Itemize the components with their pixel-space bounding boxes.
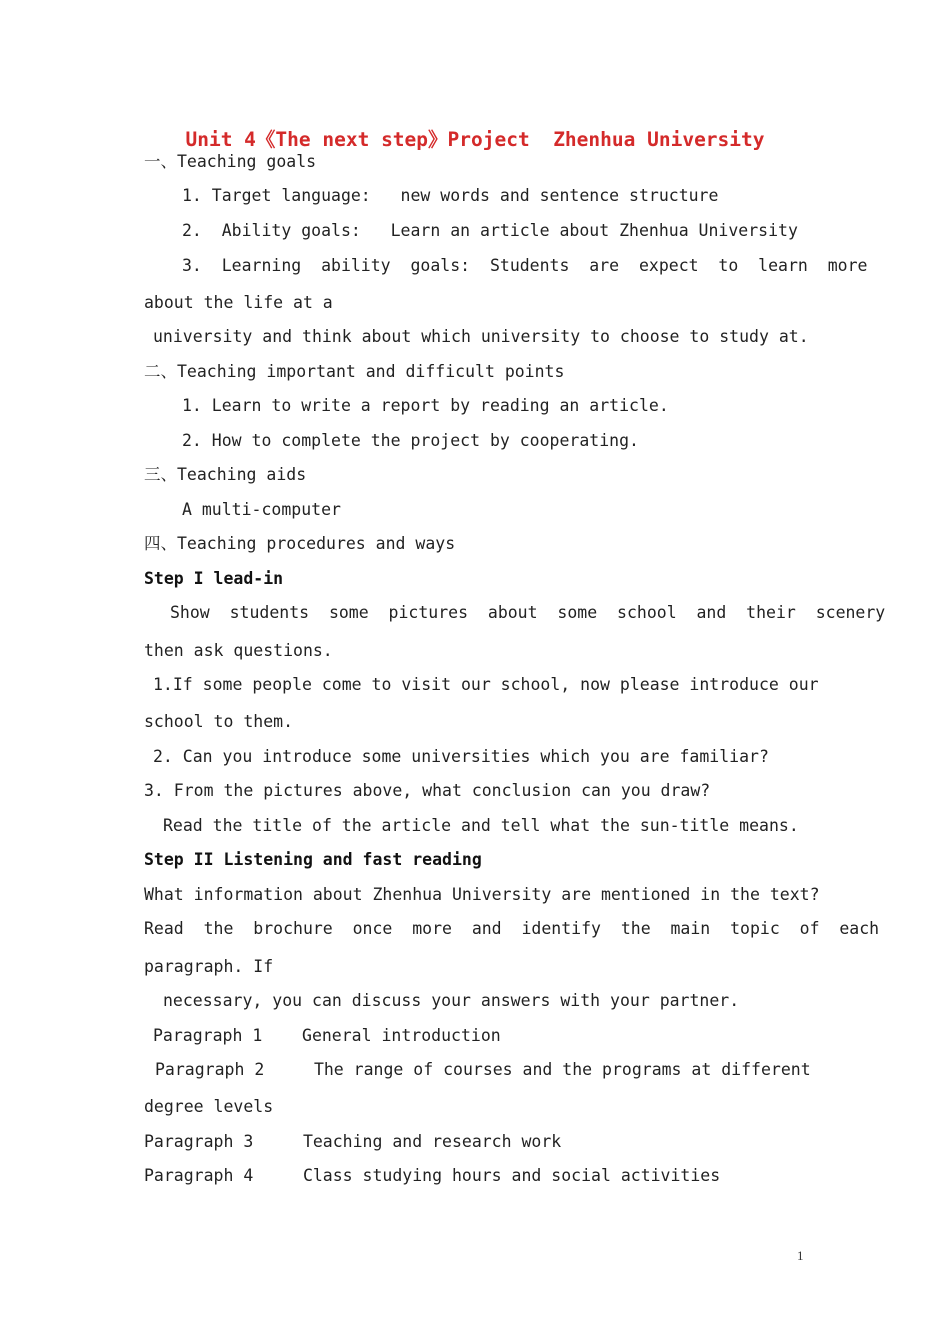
paragraph-line: degree levels: [144, 1097, 274, 1116]
paragraph-topic-row: Paragraph 4 Class studying hours and social activities: [144, 1166, 721, 1185]
paragraph-line: university and think about which university to choose to study at.: [153, 327, 809, 346]
paragraph-line: Read the title of the article and tell what the sun-title means.: [163, 816, 799, 835]
section-heading-teaching-goals: 一、Teaching goals: [144, 152, 317, 171]
section-heading-important-points: 二、Teaching important and difficult points: [144, 362, 565, 381]
list-item: 3. From the pictures above, what conclusion can you draw?: [144, 781, 711, 800]
paragraph-line: then ask questions.: [144, 641, 333, 660]
paragraph-line: Show students some pictures about some school and their scenery: [170, 603, 886, 622]
paragraph-line: What information about Zhenhua University are mentioned in the text?: [144, 885, 820, 904]
paragraph-line: Read the brochure once more and identify the main topic of each: [144, 919, 880, 938]
section-heading-teaching-aids: 三、Teaching aids: [144, 465, 307, 484]
list-item: 3. Learning ability goals: Students are expect to learn more: [182, 256, 868, 275]
page-number: 1: [797, 1248, 804, 1263]
list-item: 2. Can you introduce some universities which you are familiar?: [153, 747, 769, 766]
section-heading-procedures: 四、Teaching procedures and ways: [144, 534, 456, 553]
list-item: 1.If some people come to visit our school, now please introduce our: [153, 675, 819, 694]
paragraph-topic-row: Paragraph 1 General introduction: [153, 1026, 501, 1045]
list-item: 1. Target language: new words and sentence structure: [182, 186, 719, 205]
paragraph-line: school to them.: [144, 712, 294, 731]
paragraph-topic-row: Paragraph 2 The range of courses and the programs at different: [155, 1060, 811, 1079]
list-item: 2. Ability goals: Learn an article about Zhenhua University: [182, 221, 798, 240]
paragraph-topic-row: Paragraph 3 Teaching and research work: [144, 1132, 562, 1151]
step-heading: Step I lead-in: [144, 569, 284, 588]
paragraph-line: about the life at a: [144, 293, 333, 312]
list-item: 1. Learn to write a report by reading an article.: [182, 396, 669, 415]
paragraph-line: necessary, you can discuss your answers with your partner.: [163, 991, 740, 1010]
paragraph-line: paragraph. If: [144, 957, 274, 976]
document-title: Unit 4《The next step》Project Zhenhua University: [185, 128, 765, 151]
paragraph-line: A multi-computer: [182, 500, 341, 519]
step-heading: Step II Listening and fast reading: [144, 850, 482, 869]
list-item: 2. How to complete the project by cooperating.: [182, 431, 639, 450]
